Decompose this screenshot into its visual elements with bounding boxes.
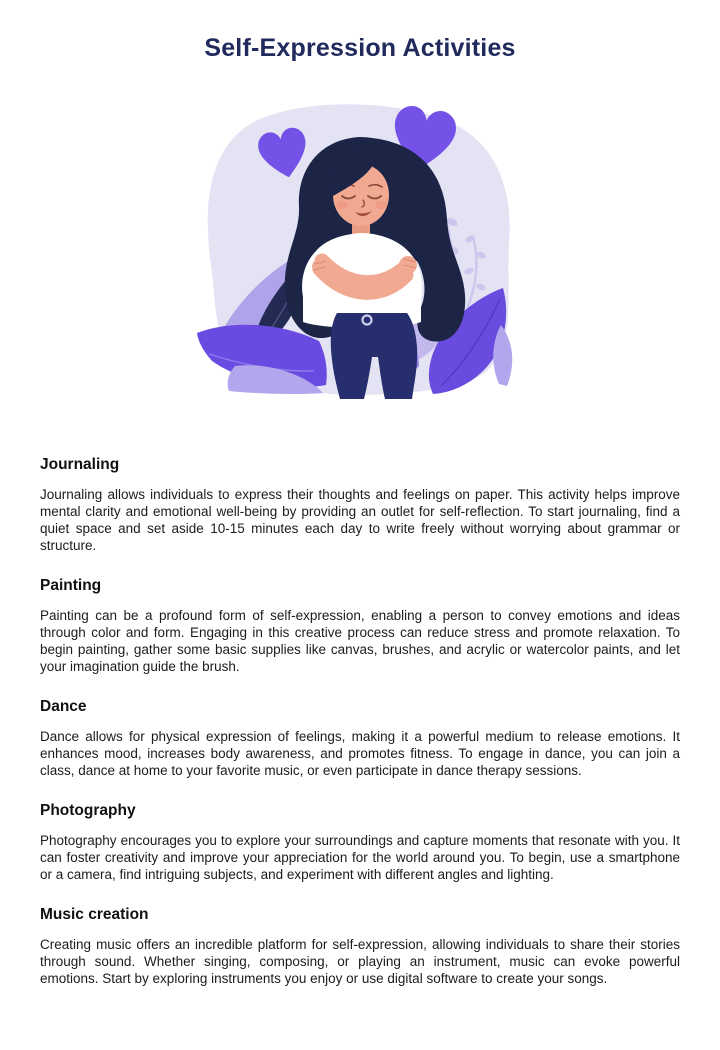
section-body: Painting can be a profound form of self-expression, enabling a person to convey emotions and ideas through color and form. Engaging in this creative process can reduce stress and promote relaxation. To begin painting, gather some basic supplies like canvas, brushes, and acrylic or watercolor paints, and let your imagination guide the brush. — [40, 608, 680, 674]
blush-left — [336, 201, 348, 209]
section-body: Journaling allows individuals to express their thoughts and feelings on paper. This activity helps improve mental clarity and emotional well-being by providing an outlet for self-reflection. To start journaling, find a quiet space and set aside 10-15 minutes each day to write freely without worrying about grammar or structure. — [40, 487, 680, 553]
section-heading: Photography — [40, 802, 136, 819]
hand-left — [312, 258, 330, 276]
content — [0, 455, 720, 987]
woman-hugging-herself-illustration — [195, 103, 525, 409]
page-title: Self-Expression Activities — [204, 34, 516, 62]
self-hug-illustration — [0, 103, 720, 409]
section-heading: Dance — [40, 698, 87, 715]
section-body: Dance allows for physical expression of feelings, making it a powerful medium to release emotions. It enhances mood, increases body awareness, and promotes fitness. To engage in dance, you can join a class, dance at home to your favorite music, or even participate in dance therapy sessions. — [40, 729, 680, 778]
section-body: Photography encourages you to explore your surroundings and capture moments that resonate with you. It can foster creativity and improve your appreciation for the world around you. To begin, use a smartphone or a camera, find intriguing subjects, and experiment with different angles and lighting. — [40, 833, 680, 882]
section-dance — [40, 697, 680, 779]
hand-right — [399, 256, 417, 274]
section-heading: Music creation — [40, 906, 149, 923]
section-journaling — [40, 455, 680, 554]
blush-right — [375, 201, 387, 209]
section-photography — [40, 801, 680, 883]
section-music-creation — [40, 905, 680, 987]
section-heading: Painting — [40, 577, 102, 594]
section-heading: Journaling — [40, 456, 120, 473]
section-body: Creating music offers an incredible platform for self-expression, allowing individuals to share their stories through sound. Whether singing, composing, or playing an instrument, music can evoke powerful emotions. Start by exploring instruments you enjoy or use digital software to create your songs. — [40, 937, 680, 986]
section-painting — [40, 576, 680, 675]
document-page — [0, 34, 720, 1050]
